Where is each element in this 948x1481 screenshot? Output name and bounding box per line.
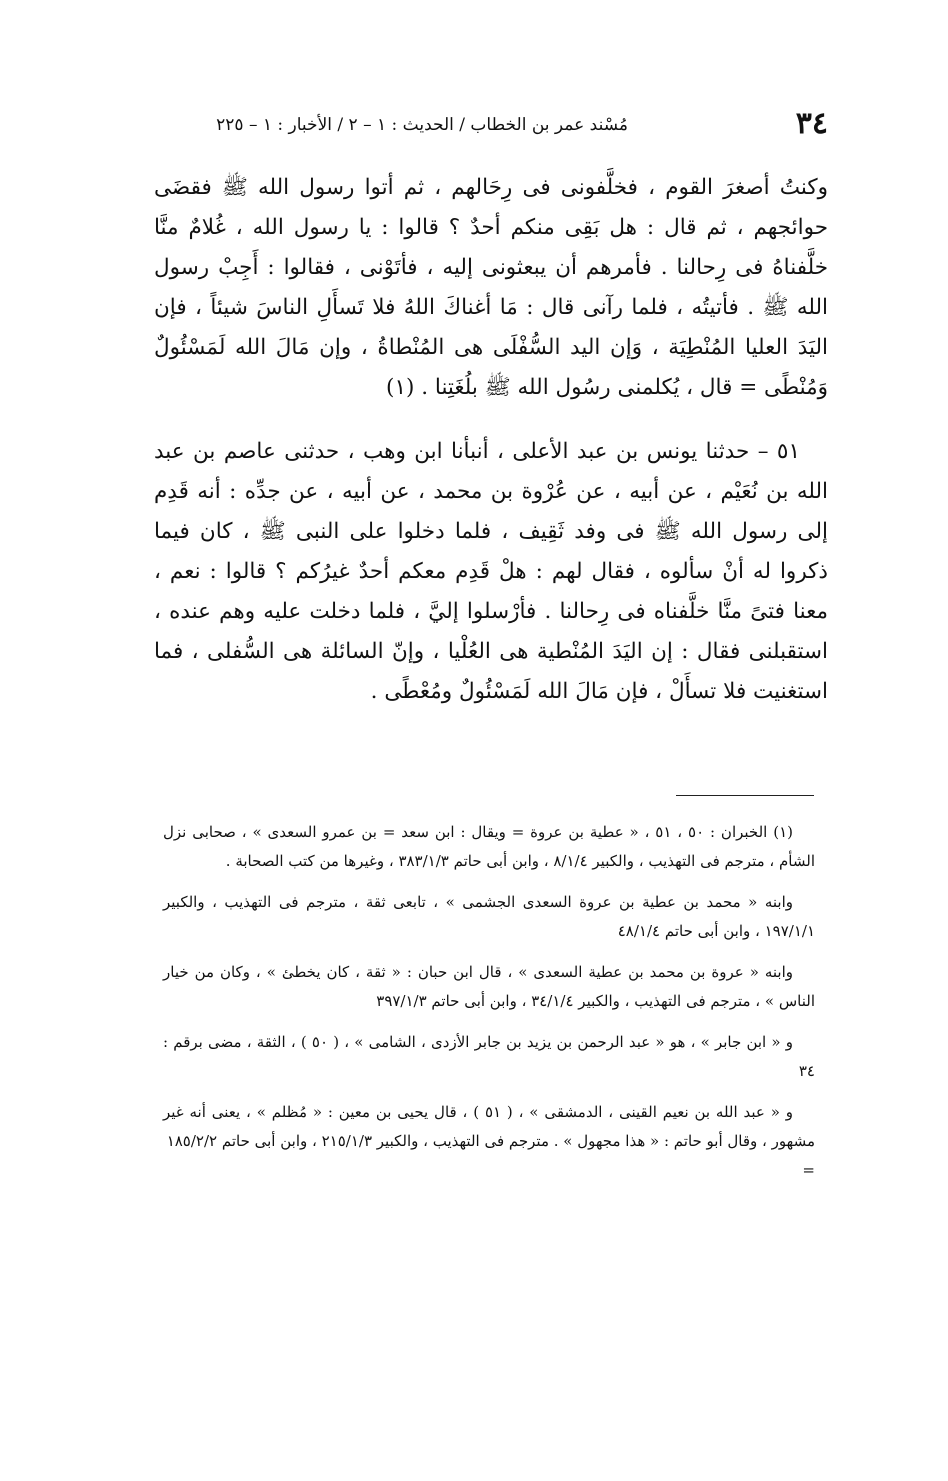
footnote-2: وابنه « محمد بن عطية بن عروة السعدى الجشمى » ، تابعى ثقة ، مترجم فى التهذيب ، والكبير ١٩٧/١/١ ، وابن أبى حاتم ٤٨/١/٤ (163, 893, 815, 940)
footnote-3: وابنه « عروة بن محمد بن عطية السعدى » ، قال ابن حبان : « ثقة ، كان يخطئ » ، وكان من خيار الناس » ، مترجم فى التهذيب ، والكبير ٣٤/١/٤ ، وابن أبى حاتم ٣٩٧/١/٣ (163, 963, 815, 1010)
footnotes (163, 818, 815, 1197)
running-title: مُسْند عمر بن الخطاب / الحديث : ١ – ٢ / الأخبار : ١ – ٢٢٥ (216, 115, 628, 135)
footnote-divider (676, 795, 814, 796)
footnote-4: و « ابن جابر » ، هو « عبد الرحمن بن يزيد بن جابر الأزدى ، الشامى » ، ( ٥٠ ) ، الثقة ، مضى برقم : ٣٤ (163, 1033, 815, 1080)
footnote-5 (163, 1098, 815, 1185)
page-header (150, 104, 828, 144)
paragraph-hadith-51: ٥١ – حدثنا يونس بن عبد الأعلى ، أنبأنا ابن وهب ، حدثنى عاصم بن عبد الله بن نُعَيْم ، عن أبيه ، عن عُرْوة بن محمد ، عن أبيه ، عن جدِّه : أنه قَدِم إلى رسول الله ﷺ فى وفد ثَقِيف ، فلما دخلوا على النبى ﷺ ، كان فيما ذكروا له أنْ سألوه ، فقال لهم : هلْ قَدِم معكم أحدٌ غيرُكم ؟ قالوا : نعم ، معنا فتىً منَّا خلَّفناه فى رِحالنا . فأرْسلوا إليَّ ، فلما دخلت عليه وهم عنده ، استقبلنى فقال : إن اليَدَ المُنْطية هى العُلْيا ، وإنّ السائلة هى السُّفلى ، فما استغنيت فلا تسأَلْ ، فإن مَالَ الله لَمَسْئُولٌ ومُعْطًى . (154, 439, 828, 704)
page-number: ٣٤ (795, 106, 828, 141)
continuation-mark: = (802, 1161, 815, 1179)
footnote-5-text: و « عبد الله بن نعيم القينى ، الدمشقى » ، ( ٥١ ) ، قال يحيى بن معين : « مُظلم » ، يعنى أنه غير مشهور ، وقال أبو حاتم : « هذا مجهول » . مترجم فى التهذيب ، والكبير ٢١٥/١/٣ ، وابن أبى حاتم ١٨٥/٢/٢ (163, 1103, 815, 1150)
paragraph-continuation: وكنتُ أصغرَ القوم ، فخلَّفونى فى رِحَالهم ، ثم أتوا رسول الله ﷺ فقضَى حوائجهم ، ثم قال : هل بَقِى منكم أحدٌ ؟ قالوا : يا رسول الله ، غُلامٌ منَّا خلَّفناهُ فى رِحالنا . فأمرهم أن يبعثونى إليه ، فأتَوْنى ، فقالوا : أَجِبْ رسول الله ﷺ . فأتيتُه ، فلما رآنى قال : مَا أغناكَ اللهُ فلا تَسأَلِ الناسَ شيئاً ، فإن اليَدَ العليا المُنْطِيَة ، وَإن اليد السُّفْلَى هى المُنْطاةُ ، وإن مَالَ الله لَمَسْئُولٌ وَمُنْطًى = قال ، يُكلمنى رسُول الله ﷺ بلُغَتِنا . (١) (154, 175, 828, 400)
footnote-1: (١) الخبران : ٥٠ ، ٥١ ، « عطية بن عروة = ويقال : ابن سعد = بن عمرو السعدى » ، صحابى نزل الشأم ، مترجم فى التهذيب ، والكبير ٨/١/٤ ، وابن أبى حاتم ٣٨٣/١/٣ ، وغيرها من كتب الصحابة . (163, 823, 815, 870)
main-text (154, 168, 828, 712)
